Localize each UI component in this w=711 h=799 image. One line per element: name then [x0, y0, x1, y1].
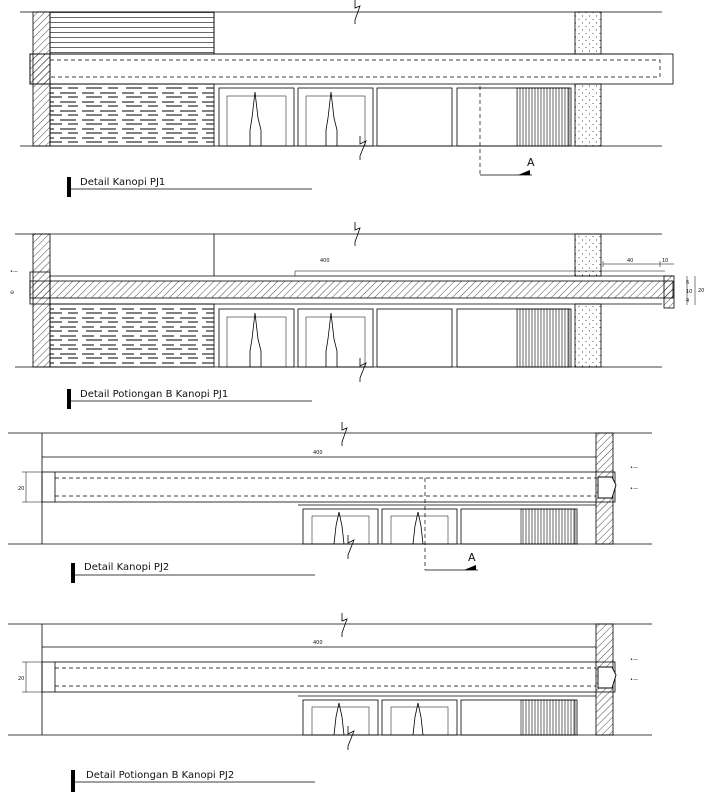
caption-kanopi-pj2: Detail Kanopi PJ2 [84, 562, 170, 573]
dim-length: 400 [313, 450, 323, 456]
dim-length: 400 [320, 258, 330, 264]
canopy-slab [42, 662, 615, 692]
panel-kanopi-pj1 [20, 0, 673, 197]
concrete-column [575, 12, 601, 54]
canopy-slab [42, 472, 615, 502]
section-marker-label: A [468, 551, 476, 564]
dim-overhang: 40 [627, 258, 634, 264]
canopy-slab [30, 54, 673, 84]
canopy-section [30, 281, 673, 298]
dim-height: 20 [698, 288, 705, 294]
panel-potongan-b-pj2 [8, 613, 652, 792]
svg-text:•—: •— [630, 677, 638, 683]
svg-text:•—: •— [630, 465, 638, 471]
svg-text:•—: •— [10, 269, 18, 275]
wood-panel [50, 84, 214, 146]
dim-height: 20 [18, 676, 25, 682]
section-marker-label: A [527, 156, 535, 169]
door-group [219, 88, 571, 146]
caption-potongan-b-pj1: Detail Potiongan B Kanopi PJ1 [80, 389, 229, 400]
svg-text:•—: •— [630, 486, 638, 492]
dim-part-2: 10 [686, 289, 693, 295]
dim-height: 20 [18, 486, 25, 492]
panel-kanopi-pj2 [8, 422, 652, 583]
svg-text:•—: •— [630, 657, 638, 663]
dim-end: 10 [662, 258, 669, 264]
svg-text:⊖: ⊖ [10, 290, 15, 296]
dim-part-1: 6 [686, 280, 690, 286]
panel-potongan-b-pj1 [10, 222, 704, 409]
caption-kanopi-pj1: Detail Kanopi PJ1 [80, 177, 166, 188]
dim-length: 400 [313, 640, 323, 646]
dim-part-3: 4 [686, 298, 690, 304]
left-column [33, 234, 50, 367]
upper-louver [50, 12, 214, 54]
caption-potongan-b-pj2: Detail Potiongan B Kanopi PJ2 [86, 770, 235, 781]
